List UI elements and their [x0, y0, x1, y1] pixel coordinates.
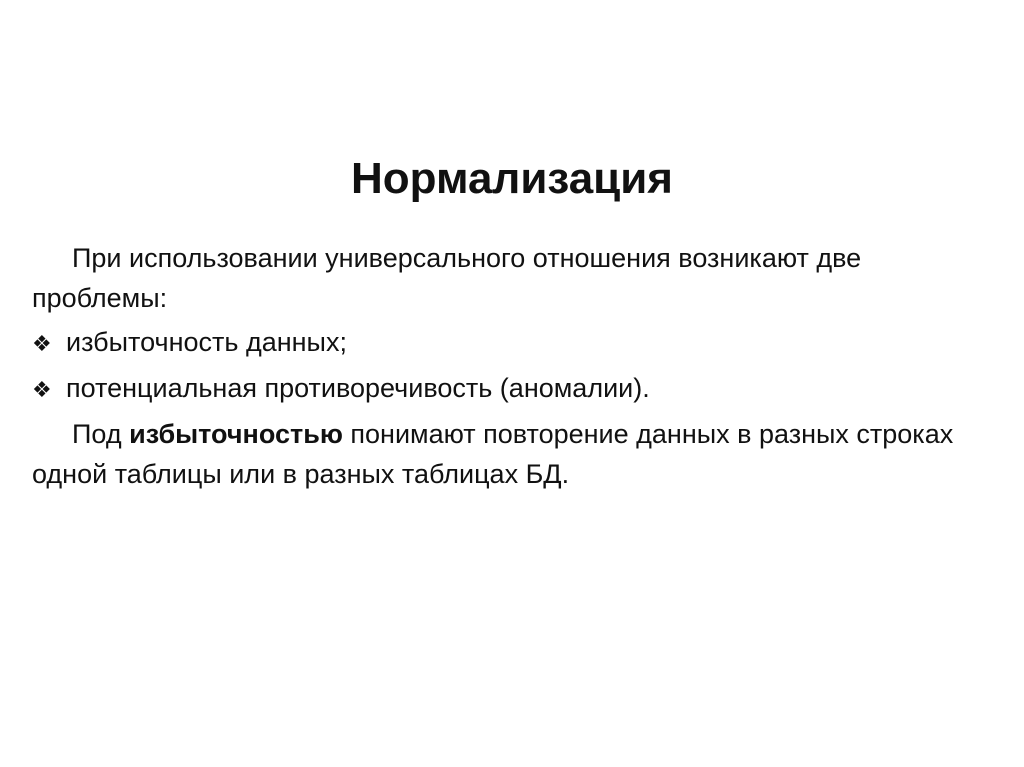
bullet-text: избыточность данных; [66, 327, 347, 357]
definition-emphasis: избыточностью [129, 419, 343, 449]
diamond-bullet-icon: ❖ [32, 377, 52, 402]
definition-suffix: понимают повторение данных в разных строках одной таблицы или в разных таблицах БД. [32, 419, 954, 489]
diamond-bullet-icon: ❖ [32, 331, 52, 356]
slide-body [32, 238, 992, 494]
bullet-text: потенциальная противоречивость (аномалии). [66, 373, 650, 403]
definition-paragraph [32, 414, 992, 494]
bullet-item-redundancy [32, 322, 992, 364]
bullet-item-anomalies [32, 368, 992, 410]
definition-prefix: Под [72, 419, 130, 449]
intro-paragraph: При использовании универсального отношения возникают две проблемы: [32, 243, 862, 313]
slide-title: Нормализация [351, 154, 673, 203]
